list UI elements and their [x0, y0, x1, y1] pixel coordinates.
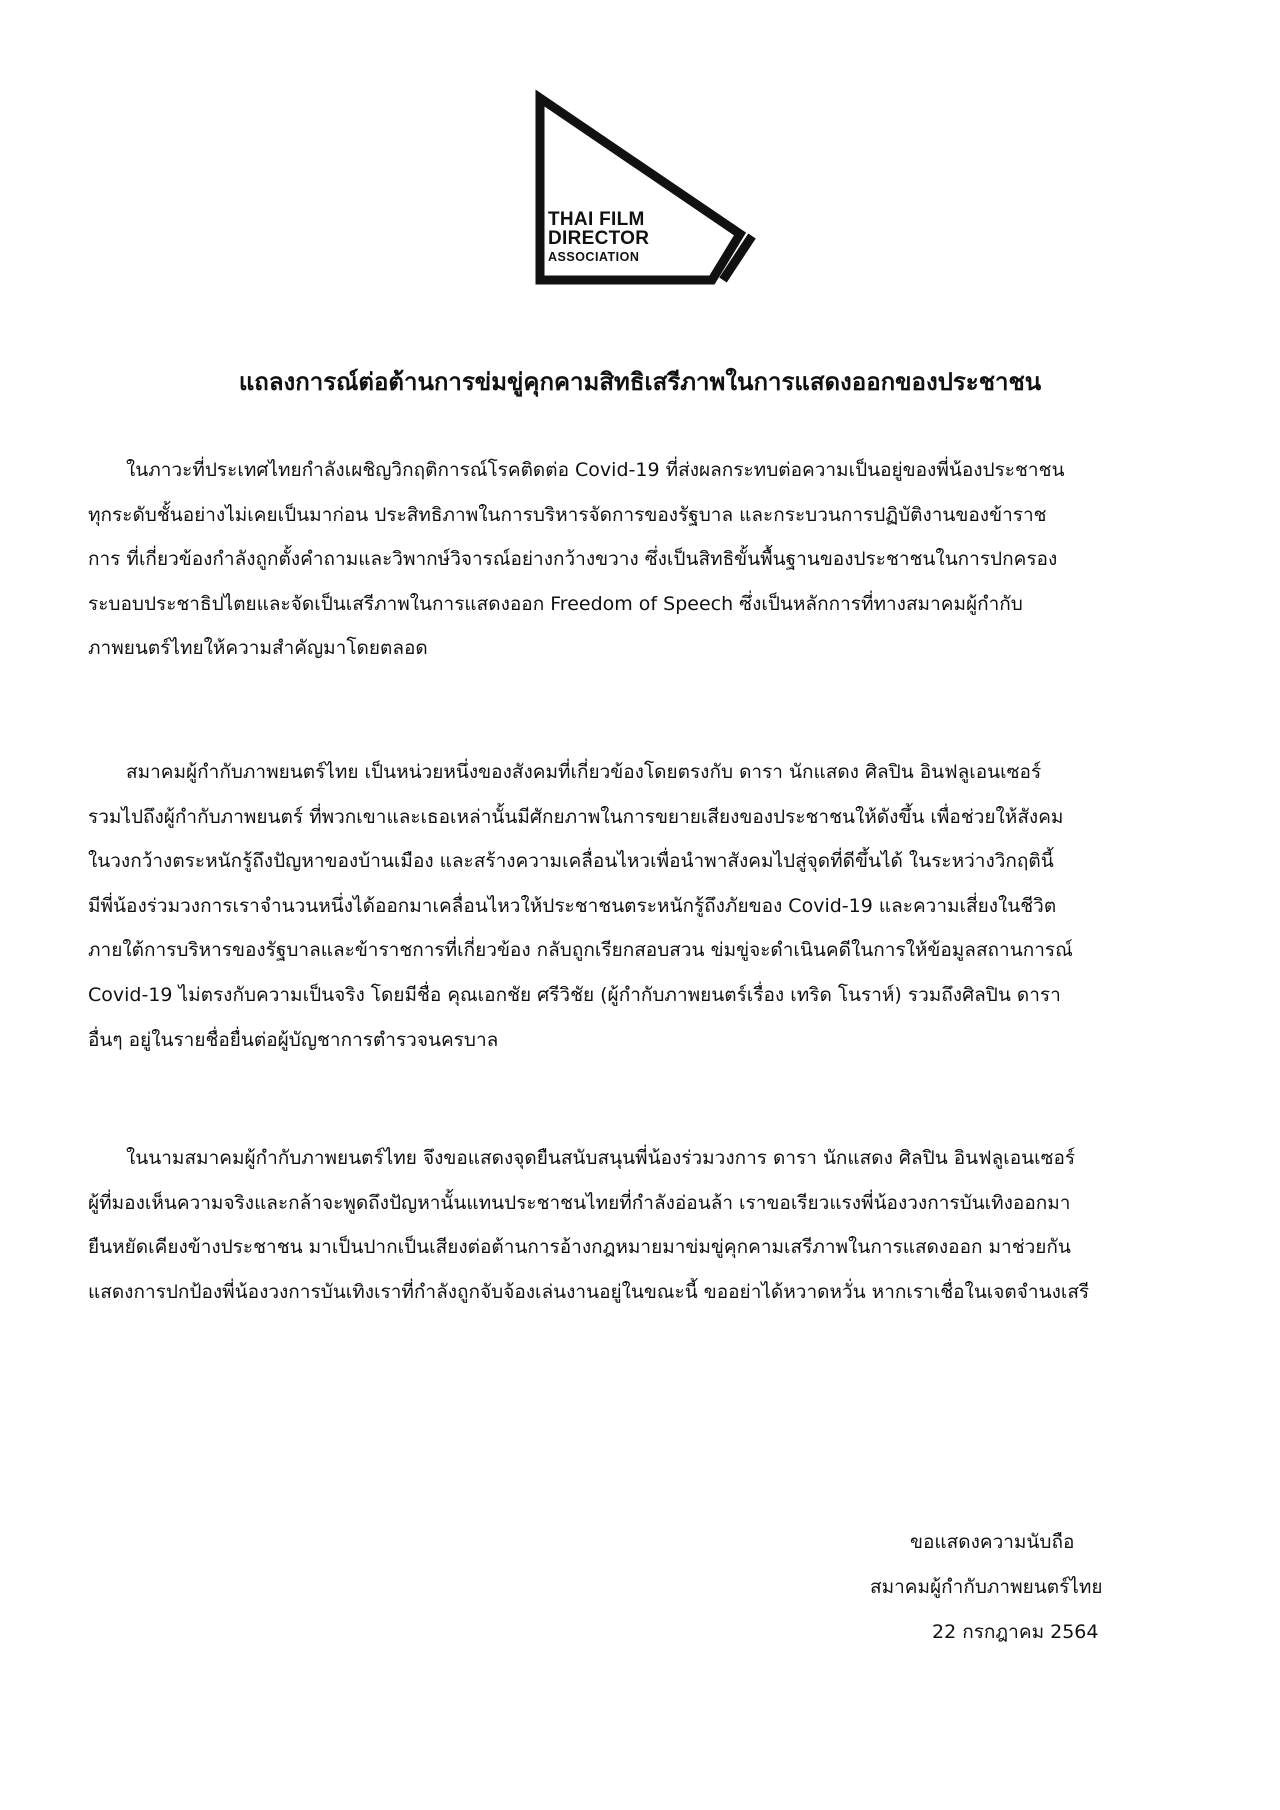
paragraph-line: ภายใต้การบริหารของรัฐบาลและข้าราชการที่เกี่ยวข้อง กลับถูกเรียกสอบสวน ข่มขู่จะดำเนินคดีในการให้ข้อมูลสถานการณ์: [88, 939, 1073, 962]
logo-line-2: DIRECTOR: [548, 228, 650, 249]
paragraph-line: ในภาวะที่ประเทศไทยกำลังเผชิญวิกฤติการณ์โรคติดต่อ Covid-19 ที่ส่งผลกระทบต่อความเป็นอยู่ของพี่น้องประชาชน: [126, 459, 1065, 481]
closing-date: 22 กรกฎาคม 2564: [932, 1621, 1099, 1643]
paragraph-2: [88, 750, 1200, 1062]
statement-title: แถลงการณ์ต่อต้านการข่มขู่คุกคามสิทธิเสรีภาพในการแสดงออกของประชาชน: [238, 368, 1042, 396]
paragraph-line: ภาพยนตร์ไทยให้ความสำคัญมาโดยตลอด: [88, 637, 428, 660]
paragraph-line: ทุกระดับชั้นอย่างไม่เคยเป็นมาก่อน ประสิทธิภาพในการบริหารจัดการของรัฐบาล และกระบวนการปฏิบัติงานของข้าราช: [88, 503, 1047, 526]
paragraph-line: ในนามสมาคมผู้กำกับภาพยนตร์ไทย จึงขอแสดงจุดยืนสนับสนุนพี่น้องร่วมวงการ ดารา นักแสดง ศิลปิน อินฟลูเอนเซอร์: [126, 1147, 1076, 1169]
paragraph-line: Covid-19 ไม่ตรงกับความเป็นจริง โดยมีชื่อ คุณเอกชัย ศรีวิชัย (ผู้กำกับภาพยนตร์เรื่อง เทริด โนราห์) รวมถึงศิลปิน ดารา: [88, 983, 1061, 1006]
paragraph-line: รวมไปถึงผู้กำกับภาพยนตร์ ที่พวกเขาและเธอเหล่านั้นมีศักยภาพในการขยายเสียงของประชาชนให้ดังขึ้น เพื่อช่วยให้สังคม: [88, 805, 1064, 828]
paragraph-line: ระบอบประชาธิปไตยและจัดเป็นเสรีภาพในการแสดงออก Freedom of Speech ซึ่งเป็นหลักการที่ทางสมาคมผู้กำกับ: [88, 592, 1023, 615]
paragraph-3: [88, 1136, 1200, 1314]
paragraph-line: มีพี่น้องร่วมวงการเราจำนวนหนึ่งได้ออกมาเคลื่อนไหวให้ประชาชนตระหนักรู้ถึงภัยของ Covid-19 และความเสี่ยงในชีวิต: [88, 894, 1057, 917]
closing-regards: ขอแสดงความนับถือ: [910, 1531, 1075, 1553]
paragraph-line: แสดงการปกป้องพี่น้องวงการบันเทิงเราที่กำลังถูกจับจ้องเล่นงานอยู่ในขณะนี้ ขออย่าได้หวาดหวั่น หากเราเชื่อในเจตจำนงเสรี: [88, 1280, 1090, 1303]
paragraph-line: การ ที่เกี่ยวข้องกำลังถูกตั้งคำถามและวิพากษ์วิจารณ์อย่างกว้างขวาง ซึ่งเป็นสิทธิขั้นพื้นฐานของประชาชนในการปกครอง: [88, 548, 1058, 571]
paragraph-line: อื่นๆ อยู่ในรายชื่อยื่นต่อผู้บัญชาการตำรวจนครบาล: [88, 1028, 499, 1051]
association-logo: [520, 88, 760, 288]
logo-wordmark: [548, 210, 649, 264]
paragraph-line: ผู้ที่มองเห็นความจริงและกล้าจะพูดถึงปัญหานั้นแทนประชาชนไทยที่กำลังอ่อนล้า เราขอเรียวแรงพี่น้องวงการบันเทิงออกมา: [88, 1191, 1071, 1214]
logo-line-3: ASSOCIATION: [548, 250, 640, 264]
logo-line-1: THAI FILM: [548, 209, 645, 230]
paragraph-line: ในวงกว้างตระหนักรู้ถึงปัญหาของบ้านเมือง และสร้างความเคลื่อนไหวเพื่อนำพาสังคมไปสู่จุดที่ดีขึ้นได้ ในระหว่างวิกฤตินี้: [88, 850, 1054, 873]
paragraph-line: สมาคมผู้กำกับภาพยนตร์ไทย เป็นหน่วยหนึ่งของสังคมที่เกี่ยวข้องโดยตรงกับ ดารา นักแสดง ศิลปิน อินฟลูเอนเซอร์: [126, 761, 1042, 783]
closing-organization: สมาคมผู้กำกับภาพยนตร์ไทย: [870, 1576, 1103, 1598]
paragraph-line: ยืนหยัดเคียงข้างประชาชน มาเป็นปากเป็นเสียงต่อต้านการอ้างกฎหมายมาข่มขู่คุกคามเสรีภาพในการแสดงออก มาช่วยกัน: [88, 1236, 1071, 1259]
paragraph-1: [88, 448, 1200, 671]
signature-block: [840, 1520, 1260, 1655]
